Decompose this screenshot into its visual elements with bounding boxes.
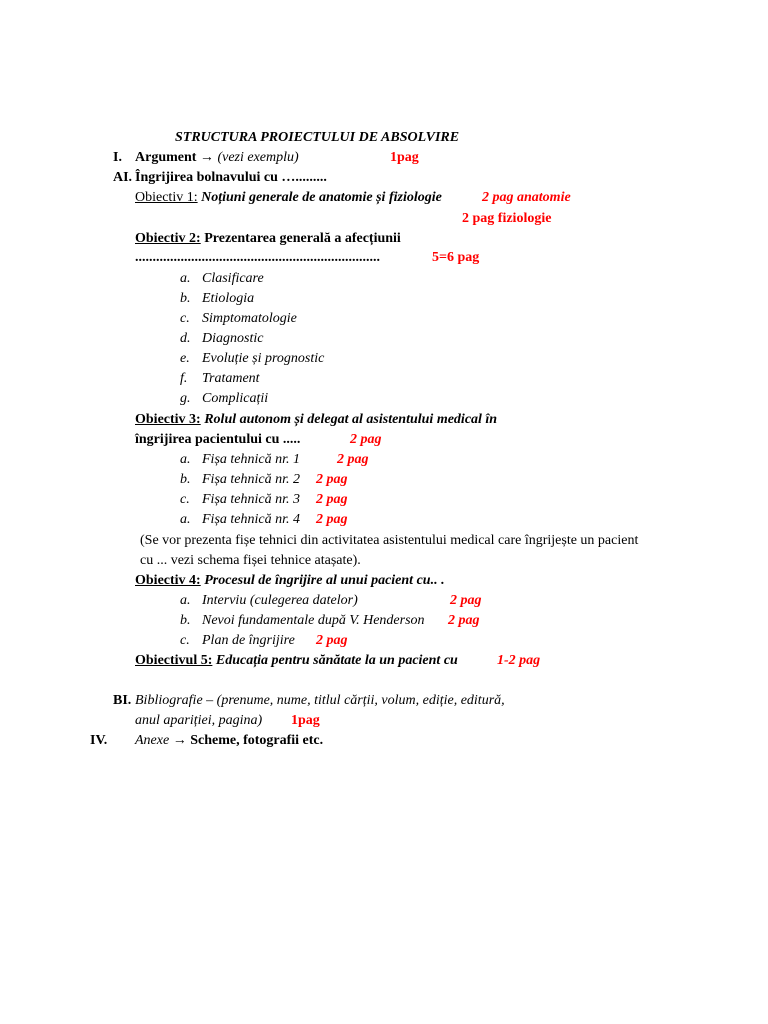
list-item-letter: g. [180,391,191,406]
list-item-pages: 2 pag [450,593,482,608]
objective-1-content [135,188,442,208]
section-number: I. [113,150,122,165]
list-item-text: Clasificare [202,271,264,286]
list-item-letter: c. [180,633,190,648]
list-item-letter: a. [180,271,191,286]
objective-3-note-2: cu ... vezi schema fișei tehnice atașate). [140,553,361,568]
anexe-text: → Scheme, fotografii etc. [172,733,324,748]
list-item-letter: d. [180,331,191,346]
anexe-label: Anexe [135,733,170,748]
objective-3-content [135,410,497,430]
argument-label: Argument → [135,150,214,165]
argument-content [135,148,299,168]
bibliografie-pages: 1pag [291,713,320,728]
list-item-text: Fișa tehnică nr. 4 [202,512,300,527]
list-item-text: Fișa tehnică nr. 3 [202,492,300,507]
list-item-text: Interviu (culegerea datelor) [202,593,358,608]
objective-2-text: Prezentarea generală a afecțiunii [204,231,401,246]
objective-5-content [135,651,458,671]
section-number: AI. [113,170,133,185]
objective-2-dots: ...................................................................... [135,250,380,265]
list-item-letter: f. [180,371,188,386]
list-item-pages: 2 pag [337,452,369,467]
objective-5-text: Educația pentru sănătate la un pacient cu [215,653,458,668]
anexe-content [135,731,323,751]
list-item-text: Nevoi fundamentale după V. Henderson [202,613,425,628]
objective-3-label: Obiectiv 3: [135,412,201,427]
objective-4-content [135,571,445,591]
list-item-pages: 2 pag [316,512,348,527]
list-item-text: Etiologia [202,291,255,306]
objective-5-label: Obiectivul 5: [135,653,213,668]
objective-1-pages-anatomie: 2 pag anatomie [482,190,571,205]
objective-4-text: Procesul de îngrijire al unui pacient cu.. . [204,573,445,588]
objective-2-label: Obiectiv 2: [135,231,201,246]
list-item-letter: a. [180,452,191,467]
ingrijire-label: Îngrijirea bolnavului cu …......... [135,170,327,185]
list-item-text: Fișa tehnică nr. 1 [202,452,300,467]
bibliografie-text: Bibliografie – (prenume, nume, titlul cărții, volum, ediție, editură, [135,693,505,708]
objective-1-pages-fiziologie: 2 pag fiziologie [462,211,552,226]
objective-2-content [135,229,401,249]
bibliografie-text-2: anul apariției, pagina) [135,713,263,728]
list-item-letter: e. [180,351,190,366]
argument-pages: 1pag [390,150,419,165]
list-item-letter: c. [180,311,190,326]
list-item-pages: 2 pag [448,613,480,628]
list-item-letter: b. [180,472,191,487]
argument-note: (vezi exemplu) [217,150,299,165]
objective-1-label: Obiectiv 1: [135,190,198,205]
list-item-letter: b. [180,291,191,306]
list-item-pages: 2 pag [316,472,348,487]
list-item-text: Fișa tehnică nr. 2 [202,472,300,487]
list-item-text: Diagnostic [202,331,264,346]
list-item-letter: a. [180,512,191,527]
document-title: STRUCTURA PROIECTULUI DE ABSOLVIRE [175,130,460,145]
list-item-text: Evoluție și prognostic [202,351,325,366]
list-item-text: Tratament [202,371,260,386]
list-item-text: Complicații [202,391,269,406]
objective-5-pages: 1-2 pag [497,653,541,668]
list-item-letter: c. [180,492,190,507]
objective-3-text-2: îngrijirea pacientului cu ..... [135,432,301,447]
list-item-pages: 2 pag [316,492,348,507]
objective-3-note: (Se vor prezenta fișe tehnici din activitatea asistentului medical care îngrijește un pacient [140,533,639,548]
objective-2-pages: 5=6 pag [432,250,480,265]
objective-1-text: Noțiuni generale de anatomie și fiziologie [201,190,442,205]
objective-4-label: Obiectiv 4: [135,573,201,588]
list-item-letter: a. [180,593,191,608]
list-item-text: Simptomatologie [202,311,297,326]
section-number: BI. [113,693,132,708]
section-number: IV. [90,733,108,748]
list-item-letter: b. [180,613,191,628]
objective-3-text: Rolul autonom și delegat al asistentului medical în [204,412,498,427]
list-item-text: Plan de îngrijire [202,633,295,648]
list-item-pages: 2 pag [316,633,348,648]
objective-3-pages: 2 pag [350,432,382,447]
